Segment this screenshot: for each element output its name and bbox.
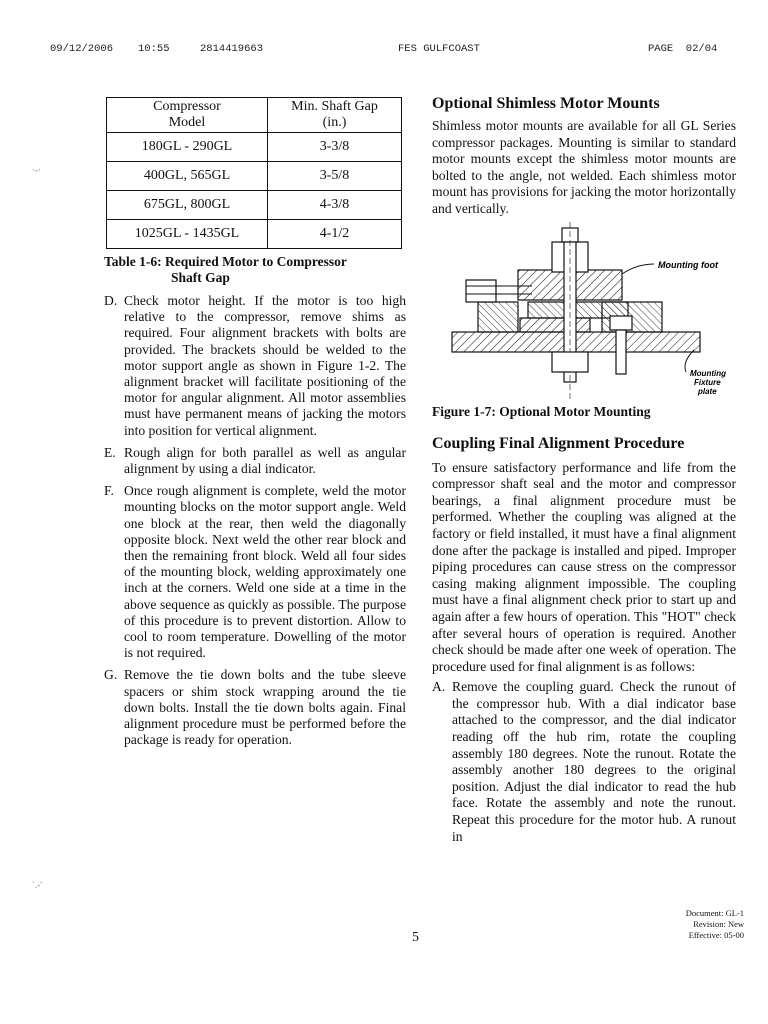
table-cell-gap: 3-3/8	[268, 133, 402, 162]
table-cell-model: 400GL, 565GL	[107, 162, 268, 191]
document-info: Document: GL-1 Revision: New Effective: 05-00	[685, 908, 744, 940]
step-g: G. Remove the tie down bolts and the tube sleeve spacers or shim stock wrapping around the tie down bolts. Install the tie down bolts again. Final alignment procedure must be performed before the package is ready for operation.	[104, 667, 406, 748]
table-row	[107, 191, 402, 220]
left-column	[104, 97, 406, 748]
table-cell-gap: 4-3/8	[268, 191, 402, 220]
shaft-gap-table	[106, 97, 402, 249]
table-cell-gap: 4-1/2	[268, 220, 402, 249]
fax-date: 09/12/2006	[50, 43, 114, 55]
table-header-gap: Min. Shaft Gap (in.)	[268, 98, 402, 133]
right-column	[432, 94, 736, 845]
mounting-foot-leader	[622, 264, 654, 274]
motor-mounting-figure	[432, 222, 736, 402]
shimless-paragraph: Shimless motor mounts are available for all GL Series compressor packages. Mounting is similar to standard motor mounts except the shimless motor mounts are bolted to the angle, not welded. Each shimless motor mount has provisions for jacking the motor horizontally and vertically.	[432, 118, 736, 216]
table-row	[107, 133, 402, 162]
coupling-paragraph: To ensure satisfactory performance and life from the compressor shaft seal and the motor and compressor bearings, a final alignment procedure must be performed. Whether the coupling was aligned at the factory or field installed, it must have a final alignment done after the package is installed and piped. Improper piping procedures can cause stress on the compressor casing making alignment impossible. The coupling must have a final alignment check prior to start up and again after a few hours of operation. This "HOT" check after several hours of operation is required. Another check should be made after one week of operation. The procedure used for final alignment is as follows:	[432, 459, 736, 674]
table-cell-model: 180GL - 290GL	[107, 133, 268, 162]
label-fixture-3: plate	[698, 386, 717, 396]
step-e: E. Rough align for both parallel as well as angular alignment by using a dial indicator.	[104, 444, 406, 477]
step-f: F. Once rough alignment is complete, weld the motor mounting blocks on the motor support angle. Weld one block at the rear, then weld the diagonally opposite block. Next weld the other rear block and then the remaining front block. Weld all four sides of the mounting block, welding approximately one inch at the corners. Weld one side at a time in the above sequence as quickly as possible. The purpose of this procedure is to prevent distortion. Allow to cool to room temperature. Dowelling of the motor is not required.	[104, 483, 406, 661]
figure-caption: Figure 1-7: Optional Motor Mounting	[432, 403, 651, 419]
scan-speck: ·-·	[32, 165, 41, 175]
step-d: D. Check motor height. If the motor is too high relative to the compressor, remove shims as required. Four alignment brackets with bolts are provided. The brackets should be welded to the motor support angle as shown in Figure 1-2. The alignment bracket will facilitate positioning of the motor for angular alignment. All motor assemblies must have permanent means of jacking the motors into position for vertical alignment.	[104, 293, 406, 438]
jack-bolt-head	[466, 280, 496, 302]
fax-time: 10:55	[138, 43, 170, 55]
bolt-nut-bottom	[552, 352, 588, 372]
label-mounting-foot: Mounting foot	[658, 259, 718, 270]
label-fixture-1: Mounting	[690, 368, 726, 378]
scan-speck: `.-'	[32, 880, 42, 890]
shimless-heading: Optional Shimless Motor Mounts	[432, 95, 660, 112]
table-cell-model: 1025GL - 1435GL	[107, 220, 268, 249]
table-cell-gap: 3-5/8	[268, 162, 402, 191]
coupling-step-a: A. Remove the coupling guard. Check the runout of the compressor hub. With a dial indicator base attached to the compressor, and the dial indicator reading off the hub rim, rotate the coupling assembly 180 degrees. Note the runout. Rotate the assembly another 180 degrees to the original position. Adjust the dial indicator to read the hub face. Rotate the assembly and note the runout. Repeat this procedure for the motor hub. A runout in	[432, 679, 736, 844]
page-number: 5	[412, 930, 419, 945]
jacking-bolt	[616, 330, 626, 374]
fax-phone: 2814419663	[200, 43, 264, 55]
left-block	[478, 302, 518, 332]
coupling-heading: Coupling Final Alignment Procedure	[432, 434, 685, 452]
fax-page: PAGE 02/04	[648, 43, 718, 55]
table-header-model: Compressor Model	[107, 98, 268, 133]
table-row	[107, 162, 402, 191]
table-header-row	[107, 98, 402, 133]
table-caption: Table 1-6: Required Motor to Compressor Shaft Gap	[104, 254, 347, 285]
motor-mount-drawing	[432, 222, 736, 402]
label-fixture-2: Fixture	[694, 377, 721, 387]
fax-sender: FES GULFCOAST	[398, 43, 480, 55]
table-cell-model: 675GL, 800GL	[107, 191, 268, 220]
table-row	[107, 220, 402, 249]
